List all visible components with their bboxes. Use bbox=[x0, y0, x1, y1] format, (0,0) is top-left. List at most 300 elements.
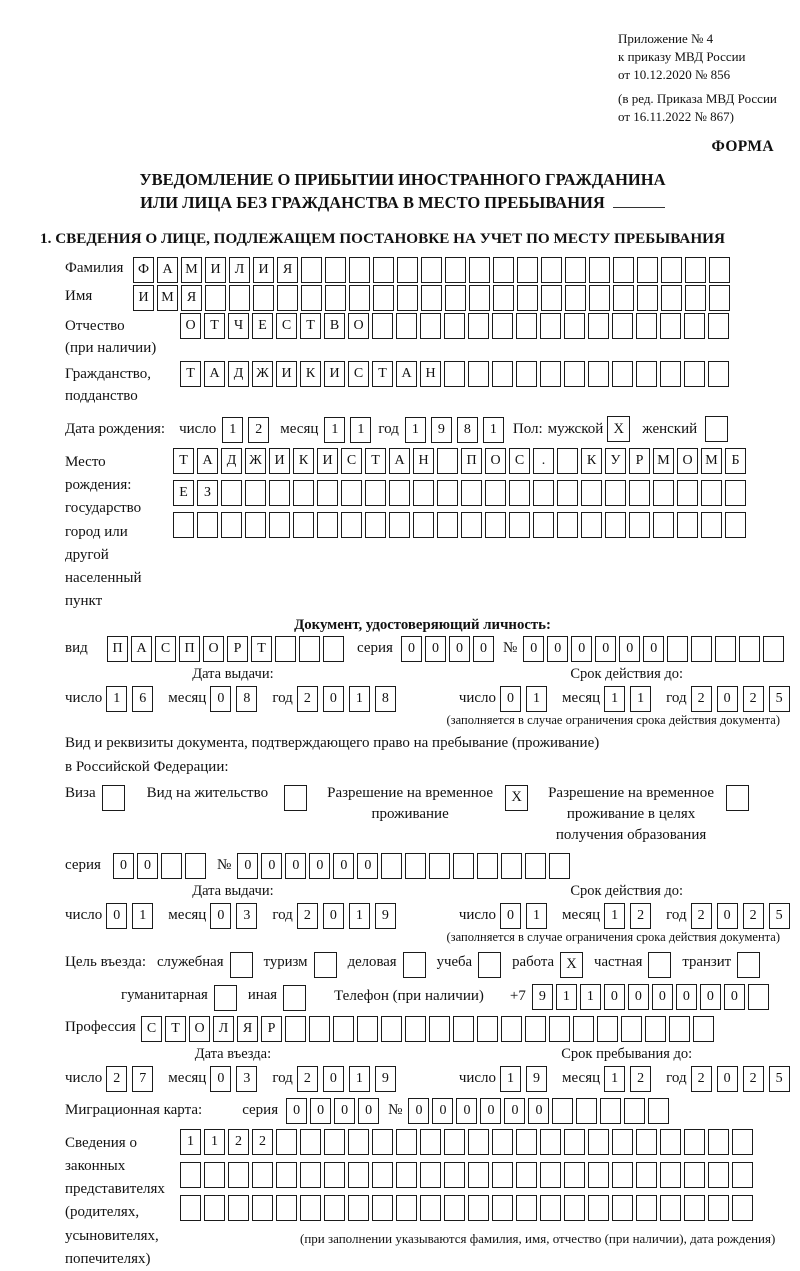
char-cell[interactable]: 0 bbox=[113, 853, 134, 879]
char-cell[interactable]: С bbox=[348, 361, 369, 387]
char-cell[interactable]: 1 bbox=[580, 984, 601, 1010]
char-cell[interactable]: Д bbox=[221, 448, 242, 474]
char-cell[interactable] bbox=[661, 285, 682, 311]
char-cell[interactable]: 0 bbox=[643, 636, 664, 662]
char-cell[interactable]: А bbox=[197, 448, 218, 474]
char-cell[interactable] bbox=[732, 1195, 753, 1221]
char-cell[interactable]: 9 bbox=[375, 903, 396, 929]
char-cell[interactable]: 0 bbox=[449, 636, 470, 662]
char-cell[interactable]: 5 bbox=[769, 903, 790, 929]
char-cell[interactable]: 0 bbox=[323, 686, 344, 712]
char-cell[interactable]: Т bbox=[300, 313, 321, 339]
char-cell[interactable] bbox=[684, 1129, 705, 1155]
char-cell[interactable] bbox=[685, 285, 706, 311]
char-cell[interactable] bbox=[565, 257, 586, 283]
char-cell[interactable]: 1 bbox=[132, 903, 153, 929]
char-cell[interactable] bbox=[477, 853, 498, 879]
char-cell[interactable]: Б bbox=[725, 448, 746, 474]
char-cell[interactable] bbox=[509, 480, 530, 506]
char-cell[interactable] bbox=[549, 1016, 570, 1042]
char-cell[interactable]: 0 bbox=[456, 1098, 477, 1124]
char-cell[interactable]: Р bbox=[629, 448, 650, 474]
char-cell[interactable]: У bbox=[605, 448, 626, 474]
char-cell[interactable] bbox=[317, 480, 338, 506]
char-cell[interactable] bbox=[437, 480, 458, 506]
char-cell[interactable]: 2 bbox=[691, 903, 712, 929]
char-cell[interactable] bbox=[309, 1016, 330, 1042]
char-cell[interactable]: С bbox=[509, 448, 530, 474]
char-cell[interactable] bbox=[349, 285, 370, 311]
char-cell[interactable] bbox=[660, 1195, 681, 1221]
char-cell[interactable]: К bbox=[293, 448, 314, 474]
char-cell[interactable] bbox=[396, 1195, 417, 1221]
char-cell[interactable] bbox=[245, 512, 266, 538]
checkbox-visa[interactable] bbox=[102, 785, 125, 811]
char-cell[interactable]: Л bbox=[213, 1016, 234, 1042]
checkbox-ucheba[interactable] bbox=[478, 952, 501, 978]
char-cell[interactable] bbox=[180, 1162, 201, 1188]
char-cell[interactable]: 0 bbox=[628, 984, 649, 1010]
char-cell[interactable]: Р bbox=[261, 1016, 282, 1042]
char-cell[interactable] bbox=[552, 1098, 573, 1124]
char-cell[interactable] bbox=[708, 1129, 729, 1155]
char-cell[interactable] bbox=[492, 361, 513, 387]
char-cell[interactable] bbox=[420, 1195, 441, 1221]
char-cell[interactable] bbox=[613, 257, 634, 283]
char-cell[interactable] bbox=[576, 1098, 597, 1124]
char-cell[interactable] bbox=[732, 1129, 753, 1155]
char-cell[interactable]: 1 bbox=[526, 686, 547, 712]
char-cell[interactable] bbox=[573, 1016, 594, 1042]
char-cell[interactable]: Т bbox=[204, 313, 225, 339]
char-cell[interactable] bbox=[185, 853, 206, 879]
char-cell[interactable]: А bbox=[204, 361, 225, 387]
char-cell[interactable]: 7 bbox=[132, 1066, 153, 1092]
char-cell[interactable] bbox=[301, 285, 322, 311]
char-cell[interactable] bbox=[413, 480, 434, 506]
char-cell[interactable] bbox=[748, 984, 769, 1010]
char-cell[interactable]: 0 bbox=[432, 1098, 453, 1124]
char-cell[interactable]: Ж bbox=[252, 361, 273, 387]
char-cell[interactable] bbox=[684, 313, 705, 339]
char-cell[interactable] bbox=[661, 257, 682, 283]
char-cell[interactable] bbox=[540, 1129, 561, 1155]
char-cell[interactable]: 0 bbox=[717, 1066, 738, 1092]
char-cell[interactable]: 0 bbox=[619, 636, 640, 662]
char-cell[interactable]: 1 bbox=[106, 686, 127, 712]
char-cell[interactable] bbox=[660, 1129, 681, 1155]
char-cell[interactable] bbox=[540, 1195, 561, 1221]
char-cell[interactable]: 1 bbox=[204, 1129, 225, 1155]
char-cell[interactable] bbox=[708, 1162, 729, 1188]
char-cell[interactable] bbox=[173, 512, 194, 538]
char-cell[interactable] bbox=[357, 1016, 378, 1042]
char-cell[interactable]: 2 bbox=[743, 686, 764, 712]
char-cell[interactable] bbox=[276, 1195, 297, 1221]
char-cell[interactable] bbox=[469, 285, 490, 311]
char-cell[interactable] bbox=[669, 1016, 690, 1042]
char-cell[interactable] bbox=[693, 1016, 714, 1042]
char-cell[interactable]: 2 bbox=[297, 903, 318, 929]
char-cell[interactable]: 0 bbox=[500, 686, 521, 712]
char-cell[interactable]: 9 bbox=[526, 1066, 547, 1092]
char-cell[interactable] bbox=[420, 1162, 441, 1188]
char-cell[interactable] bbox=[600, 1098, 621, 1124]
char-cell[interactable]: З bbox=[197, 480, 218, 506]
char-cell[interactable] bbox=[660, 1162, 681, 1188]
char-cell[interactable] bbox=[605, 480, 626, 506]
char-cell[interactable] bbox=[588, 1129, 609, 1155]
char-cell[interactable] bbox=[453, 1016, 474, 1042]
char-cell[interactable] bbox=[636, 1129, 657, 1155]
char-cell[interactable] bbox=[323, 636, 344, 662]
char-cell[interactable]: 0 bbox=[210, 1066, 231, 1092]
char-cell[interactable]: О bbox=[677, 448, 698, 474]
char-cell[interactable]: П bbox=[461, 448, 482, 474]
checkbox-sex-female[interactable] bbox=[705, 416, 728, 442]
char-cell[interactable] bbox=[396, 1129, 417, 1155]
char-cell[interactable]: Е bbox=[252, 313, 273, 339]
char-cell[interactable] bbox=[180, 1195, 201, 1221]
char-cell[interactable]: 0 bbox=[528, 1098, 549, 1124]
char-cell[interactable] bbox=[485, 512, 506, 538]
char-cell[interactable]: 1 bbox=[349, 1066, 370, 1092]
char-cell[interactable] bbox=[373, 257, 394, 283]
char-cell[interactable] bbox=[453, 853, 474, 879]
char-cell[interactable] bbox=[429, 1016, 450, 1042]
char-cell[interactable] bbox=[300, 1195, 321, 1221]
char-cell[interactable] bbox=[557, 448, 578, 474]
char-cell[interactable] bbox=[540, 361, 561, 387]
char-cell[interactable]: А bbox=[396, 361, 417, 387]
char-cell[interactable] bbox=[557, 480, 578, 506]
char-cell[interactable] bbox=[461, 480, 482, 506]
char-cell[interactable] bbox=[325, 257, 346, 283]
char-cell[interactable] bbox=[492, 313, 513, 339]
char-cell[interactable]: 6 bbox=[132, 686, 153, 712]
char-cell[interactable] bbox=[517, 285, 538, 311]
char-cell[interactable]: Ж bbox=[245, 448, 266, 474]
char-cell[interactable] bbox=[485, 480, 506, 506]
char-cell[interactable]: 0 bbox=[333, 853, 354, 879]
char-cell[interactable] bbox=[564, 1162, 585, 1188]
char-cell[interactable] bbox=[221, 512, 242, 538]
char-cell[interactable]: 0 bbox=[285, 853, 306, 879]
char-cell[interactable]: 1 bbox=[556, 984, 577, 1010]
char-cell[interactable]: К bbox=[300, 361, 321, 387]
char-cell[interactable]: Л bbox=[229, 257, 250, 283]
char-cell[interactable] bbox=[413, 512, 434, 538]
checkbox-tranzit[interactable] bbox=[737, 952, 760, 978]
char-cell[interactable] bbox=[468, 313, 489, 339]
char-cell[interactable] bbox=[161, 853, 182, 879]
char-cell[interactable]: С bbox=[276, 313, 297, 339]
char-cell[interactable] bbox=[293, 512, 314, 538]
char-cell[interactable]: 2 bbox=[297, 1066, 318, 1092]
char-cell[interactable]: 0 bbox=[676, 984, 697, 1010]
char-cell[interactable] bbox=[221, 480, 242, 506]
char-cell[interactable] bbox=[648, 1098, 669, 1124]
char-cell[interactable] bbox=[581, 512, 602, 538]
char-cell[interactable]: И bbox=[133, 285, 154, 311]
char-cell[interactable]: Е bbox=[173, 480, 194, 506]
char-cell[interactable] bbox=[396, 313, 417, 339]
char-cell[interactable] bbox=[691, 636, 712, 662]
char-cell[interactable] bbox=[501, 853, 522, 879]
char-cell[interactable]: Т bbox=[251, 636, 272, 662]
char-cell[interactable] bbox=[444, 361, 465, 387]
char-cell[interactable] bbox=[637, 285, 658, 311]
char-cell[interactable] bbox=[429, 853, 450, 879]
char-cell[interactable] bbox=[541, 257, 562, 283]
char-cell[interactable]: 0 bbox=[210, 686, 231, 712]
char-cell[interactable]: 1 bbox=[483, 417, 504, 443]
char-cell[interactable]: И bbox=[317, 448, 338, 474]
char-cell[interactable] bbox=[324, 1195, 345, 1221]
char-cell[interactable]: 2 bbox=[228, 1129, 249, 1155]
char-cell[interactable]: Н bbox=[413, 448, 434, 474]
char-cell[interactable] bbox=[564, 1129, 585, 1155]
char-cell[interactable] bbox=[253, 285, 274, 311]
char-cell[interactable] bbox=[372, 1195, 393, 1221]
char-cell[interactable] bbox=[540, 1162, 561, 1188]
char-cell[interactable] bbox=[677, 512, 698, 538]
char-cell[interactable]: 0 bbox=[310, 1098, 331, 1124]
char-cell[interactable]: Т bbox=[165, 1016, 186, 1042]
char-cell[interactable] bbox=[197, 512, 218, 538]
char-cell[interactable]: 0 bbox=[358, 1098, 379, 1124]
checkbox-sex-male[interactable]: X bbox=[607, 416, 630, 442]
char-cell[interactable]: . bbox=[533, 448, 554, 474]
char-cell[interactable] bbox=[381, 1016, 402, 1042]
char-cell[interactable]: Я bbox=[181, 285, 202, 311]
char-cell[interactable]: 1 bbox=[604, 1066, 625, 1092]
char-cell[interactable] bbox=[205, 285, 226, 311]
char-cell[interactable] bbox=[444, 313, 465, 339]
char-cell[interactable]: 2 bbox=[743, 903, 764, 929]
char-cell[interactable]: 1 bbox=[349, 903, 370, 929]
char-cell[interactable] bbox=[461, 512, 482, 538]
char-cell[interactable] bbox=[709, 257, 730, 283]
char-cell[interactable]: Т bbox=[372, 361, 393, 387]
char-cell[interactable] bbox=[300, 1162, 321, 1188]
char-cell[interactable] bbox=[701, 512, 722, 538]
char-cell[interactable]: 1 bbox=[500, 1066, 521, 1092]
char-cell[interactable] bbox=[317, 512, 338, 538]
char-cell[interactable]: С bbox=[341, 448, 362, 474]
char-cell[interactable]: 8 bbox=[457, 417, 478, 443]
char-cell[interactable] bbox=[269, 480, 290, 506]
char-cell[interactable] bbox=[276, 1129, 297, 1155]
checkbox-temp-residence[interactable]: X bbox=[505, 785, 528, 811]
char-cell[interactable] bbox=[525, 1016, 546, 1042]
char-cell[interactable]: А bbox=[131, 636, 152, 662]
char-cell[interactable] bbox=[653, 480, 674, 506]
char-cell[interactable]: 2 bbox=[743, 1066, 764, 1092]
char-cell[interactable] bbox=[516, 1195, 537, 1221]
char-cell[interactable]: 0 bbox=[504, 1098, 525, 1124]
char-cell[interactable]: Ф bbox=[133, 257, 154, 283]
char-cell[interactable] bbox=[612, 313, 633, 339]
char-cell[interactable]: 0 bbox=[473, 636, 494, 662]
char-cell[interactable] bbox=[204, 1162, 225, 1188]
char-cell[interactable] bbox=[477, 1016, 498, 1042]
char-cell[interactable]: Т bbox=[180, 361, 201, 387]
char-cell[interactable] bbox=[517, 257, 538, 283]
checkbox-delovaya[interactable] bbox=[403, 952, 426, 978]
char-cell[interactable] bbox=[701, 480, 722, 506]
checkbox-rabota[interactable]: X bbox=[560, 952, 583, 978]
char-cell[interactable]: С bbox=[155, 636, 176, 662]
char-cell[interactable] bbox=[684, 1195, 705, 1221]
char-cell[interactable] bbox=[588, 361, 609, 387]
char-cell[interactable]: 0 bbox=[137, 853, 158, 879]
char-cell[interactable]: 0 bbox=[652, 984, 673, 1010]
char-cell[interactable]: 0 bbox=[286, 1098, 307, 1124]
char-cell[interactable] bbox=[709, 285, 730, 311]
char-cell[interactable] bbox=[444, 1162, 465, 1188]
char-cell[interactable] bbox=[229, 285, 250, 311]
char-cell[interactable]: Ч bbox=[228, 313, 249, 339]
char-cell[interactable]: М bbox=[181, 257, 202, 283]
char-cell[interactable]: 0 bbox=[106, 903, 127, 929]
char-cell[interactable]: М bbox=[701, 448, 722, 474]
char-cell[interactable]: А bbox=[389, 448, 410, 474]
char-cell[interactable] bbox=[677, 480, 698, 506]
char-cell[interactable] bbox=[420, 313, 441, 339]
char-cell[interactable]: Н bbox=[420, 361, 441, 387]
char-cell[interactable]: 0 bbox=[547, 636, 568, 662]
char-cell[interactable] bbox=[621, 1016, 642, 1042]
char-cell[interactable] bbox=[293, 480, 314, 506]
char-cell[interactable] bbox=[372, 313, 393, 339]
char-cell[interactable]: 0 bbox=[237, 853, 258, 879]
char-cell[interactable] bbox=[285, 1016, 306, 1042]
char-cell[interactable] bbox=[444, 1195, 465, 1221]
char-cell[interactable] bbox=[564, 313, 585, 339]
char-cell[interactable]: 0 bbox=[210, 903, 231, 929]
char-cell[interactable] bbox=[421, 257, 442, 283]
char-cell[interactable]: 0 bbox=[717, 903, 738, 929]
char-cell[interactable] bbox=[684, 361, 705, 387]
char-cell[interactable]: 0 bbox=[700, 984, 721, 1010]
char-cell[interactable]: М bbox=[653, 448, 674, 474]
char-cell[interactable]: 2 bbox=[691, 686, 712, 712]
char-cell[interactable] bbox=[437, 512, 458, 538]
char-cell[interactable] bbox=[516, 361, 537, 387]
char-cell[interactable]: 1 bbox=[349, 686, 370, 712]
char-cell[interactable]: М bbox=[157, 285, 178, 311]
char-cell[interactable]: 0 bbox=[604, 984, 625, 1010]
char-cell[interactable]: Я bbox=[277, 257, 298, 283]
char-cell[interactable] bbox=[739, 636, 760, 662]
char-cell[interactable] bbox=[708, 361, 729, 387]
char-cell[interactable] bbox=[492, 1162, 513, 1188]
char-cell[interactable] bbox=[301, 257, 322, 283]
char-cell[interactable]: О bbox=[180, 313, 201, 339]
char-cell[interactable]: Т bbox=[365, 448, 386, 474]
char-cell[interactable]: И bbox=[253, 257, 274, 283]
checkbox-sluzhebnaya[interactable] bbox=[230, 952, 253, 978]
char-cell[interactable] bbox=[725, 480, 746, 506]
char-cell[interactable] bbox=[437, 448, 458, 474]
char-cell[interactable] bbox=[763, 636, 784, 662]
char-cell[interactable] bbox=[588, 313, 609, 339]
char-cell[interactable] bbox=[341, 480, 362, 506]
char-cell[interactable] bbox=[468, 1162, 489, 1188]
char-cell[interactable] bbox=[381, 853, 402, 879]
char-cell[interactable]: 1 bbox=[604, 903, 625, 929]
char-cell[interactable]: О bbox=[189, 1016, 210, 1042]
char-cell[interactable]: 0 bbox=[595, 636, 616, 662]
char-cell[interactable]: И bbox=[276, 361, 297, 387]
char-cell[interactable] bbox=[612, 361, 633, 387]
char-cell[interactable]: О bbox=[203, 636, 224, 662]
char-cell[interactable]: 2 bbox=[252, 1129, 273, 1155]
char-cell[interactable] bbox=[444, 1129, 465, 1155]
char-cell[interactable] bbox=[708, 1195, 729, 1221]
char-cell[interactable] bbox=[299, 636, 320, 662]
char-cell[interactable] bbox=[636, 1195, 657, 1221]
char-cell[interactable] bbox=[605, 512, 626, 538]
char-cell[interactable] bbox=[324, 1162, 345, 1188]
char-cell[interactable]: К bbox=[581, 448, 602, 474]
char-cell[interactable]: 1 bbox=[222, 417, 243, 443]
char-cell[interactable] bbox=[564, 1195, 585, 1221]
char-cell[interactable]: 0 bbox=[480, 1098, 501, 1124]
char-cell[interactable] bbox=[493, 257, 514, 283]
char-cell[interactable]: 0 bbox=[309, 853, 330, 879]
char-cell[interactable] bbox=[637, 257, 658, 283]
char-cell[interactable]: 2 bbox=[630, 1066, 651, 1092]
checkbox-temp-residence-education[interactable] bbox=[726, 785, 749, 811]
char-cell[interactable] bbox=[341, 512, 362, 538]
char-cell[interactable] bbox=[588, 1162, 609, 1188]
char-cell[interactable] bbox=[348, 1129, 369, 1155]
char-cell[interactable]: 9 bbox=[431, 417, 452, 443]
checkbox-inaya[interactable] bbox=[283, 985, 306, 1011]
char-cell[interactable] bbox=[660, 361, 681, 387]
char-cell[interactable] bbox=[252, 1195, 273, 1221]
char-cell[interactable] bbox=[549, 853, 570, 879]
char-cell[interactable] bbox=[725, 512, 746, 538]
char-cell[interactable] bbox=[613, 285, 634, 311]
char-cell[interactable] bbox=[204, 1195, 225, 1221]
char-cell[interactable] bbox=[228, 1195, 249, 1221]
char-cell[interactable]: 8 bbox=[375, 686, 396, 712]
char-cell[interactable]: П bbox=[179, 636, 200, 662]
char-cell[interactable] bbox=[645, 1016, 666, 1042]
checkbox-residence-permit[interactable] bbox=[284, 785, 307, 811]
char-cell[interactable] bbox=[685, 257, 706, 283]
char-cell[interactable]: С bbox=[141, 1016, 162, 1042]
char-cell[interactable]: 0 bbox=[724, 984, 745, 1010]
char-cell[interactable] bbox=[636, 313, 657, 339]
char-cell[interactable] bbox=[405, 853, 426, 879]
char-cell[interactable]: 0 bbox=[571, 636, 592, 662]
char-cell[interactable] bbox=[612, 1162, 633, 1188]
char-cell[interactable] bbox=[492, 1129, 513, 1155]
char-cell[interactable] bbox=[468, 1129, 489, 1155]
char-cell[interactable]: 1 bbox=[180, 1129, 201, 1155]
char-cell[interactable]: 2 bbox=[691, 1066, 712, 1092]
char-cell[interactable] bbox=[468, 1195, 489, 1221]
char-cell[interactable] bbox=[541, 285, 562, 311]
char-cell[interactable]: Д bbox=[228, 361, 249, 387]
char-cell[interactable] bbox=[277, 285, 298, 311]
char-cell[interactable] bbox=[365, 480, 386, 506]
char-cell[interactable] bbox=[660, 313, 681, 339]
